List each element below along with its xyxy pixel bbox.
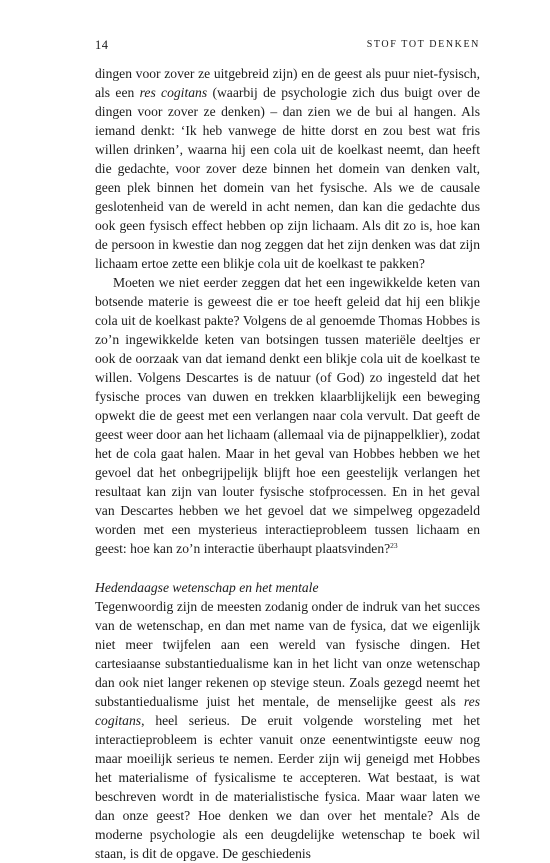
section-heading: Hedendaagse wetenschap en het mentale <box>95 580 319 595</box>
body-text <box>95 64 480 863</box>
paragraph-1: dingen voor zover ze uitgebreid zijn) en de geest als puur niet-fysisch, als een res cogitans (waarbij de psychologie zich dus buigt over de dingen voor zover ze denken) – dan zien we de bui al hangen. Als iemand denkt: ‘Ik heb vanwege de hitte dorst en zou best wat fris willen drinken’, waarna hij een cola uit de koelkast neemt, dan heeft die gedachte, voor zover deze binnen het domein van denken valt, geen plek binnen het domein van het fysische. Als we de causale geslotenheid van de wereld in acht nemen, dan kan die gedachte dus ook geen fysisch effect hebben op zijn lichaam. Als dit zo is, hoe kan de persoon in kwestie dan nog zeggen dat het zijn denken was dat zijn lichaam ertoe zette een blikje cola uit de koelkast te pakken? <box>95 66 480 271</box>
running-title: STOF TOT DENKEN <box>366 39 480 50</box>
page-header <box>95 38 480 54</box>
paragraph-3: Tegenwoordig zijn de meesten zodanig onder de indruk van het succes van de wetenschap, en dan met name van de fysica, dat we eigenlijk niet meer twijfelen aan een wereld van fysische dingen. Het cartesiaanse substantiedualisme kan in het licht van onze wetenschap dan ook niet langer rekenen op stevige steun. Zoals gezegd neemt het substantiedualisme juist het mentale, de menselijke geest als res cogitans, heel serieus. De eruit volgende worsteling met het interactieprobleem is echter vanuit onze eenentwintigste eeuw nog maar moeilijk serieus te nemen. Eerder zijn wij geneigd met Hobbes het materialisme of fysicalisme te accepteren. Wat bestaat, is wat beschreven wordt in de materialistische fysica. Maar waar laten we dan onze geest? Hoe denken we dan over het mentale? Als de moderne psychologie als een deugdelijke wetenschap te boek wil staan, is dit de opgave. De geschiedenis <box>95 599 480 861</box>
page-number: 14 <box>95 38 109 52</box>
emphasis-res-cogitans-2: res cogitans <box>95 694 480 728</box>
emphasis-res-cogitans: res cogitans <box>139 85 208 100</box>
footnote-reference: 23 <box>390 541 398 550</box>
paragraph-2: Moeten we niet eerder zeggen dat het een ingewikkelde keten van botsende materie is geweest die er toe heeft geleid dat hij een blikje cola uit de koelkast pakte? Volgens de al genoemde Thomas Hobbes is zo’n ingewikkelde keten van botsingen tussen materiële deeltjes er ook de oorzaak van dat iemand denkt een blikje cola uit de koelkast te willen. Volgens Descartes is de natuur (of God) zo ingesteld dat het fysische proces van duwen en trekken klaarblijkelijk een beweging opwekt die de geest met een verlangen naar cola vervult. Dat geeft de geest weer door aan het lichaam (allemaal via de pijnappelklier), zodat het de cola gaat halen. Maar in het geval van Hobbes hebben we het gevoel dat het onbegrijpelijk blijft hoe een geestelijk verlangen het resultaat kan zijn van louter fysische stofprocessen. En in het geval van Descartes hebben we het gevoel dat we simpelweg opgezadeld worden met een mysterieus interactieprobleem tussen lichaam en geest: hoe kan zo’n interactie überhaupt plaatsvinden?$^{23}$ <box>95 275 480 556</box>
